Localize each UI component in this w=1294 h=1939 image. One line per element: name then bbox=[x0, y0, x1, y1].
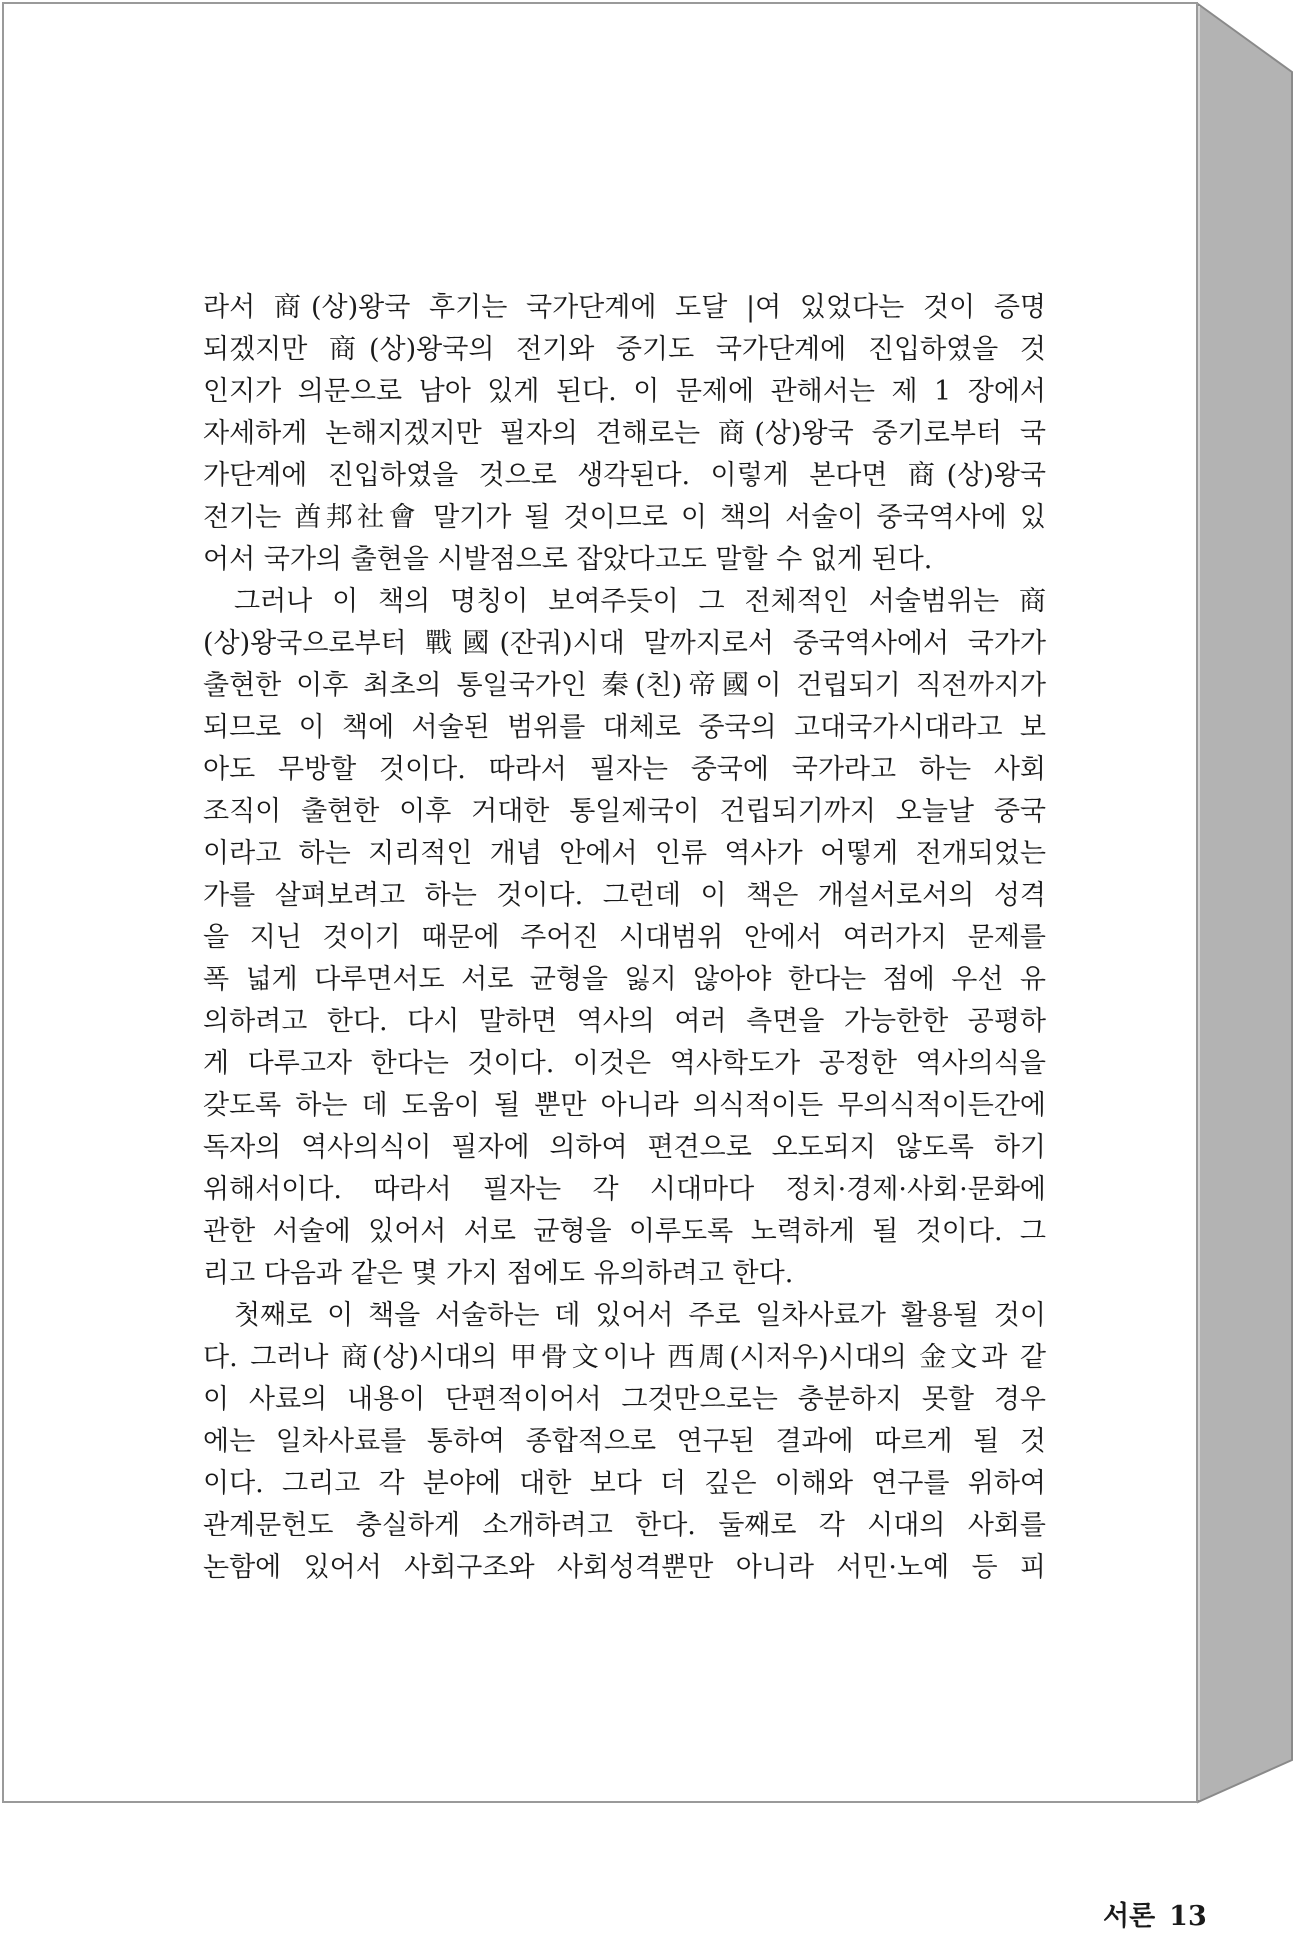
text-line: 아도 무방할 것이다. 따라서 필자는 중국에 국가라고 하는 사회 bbox=[203, 754, 1046, 785]
text-line: 관계문헌도 충실하게 소개하려고 한다. 둘째로 각 시대의 사회를 bbox=[203, 1510, 1046, 1541]
text-line: 어서 국가의 출현을 시발점으로 잡았다고도 말할 수 없게 된다. bbox=[203, 544, 933, 575]
text-line: 이 사료의 내용이 단편적이어서 그것만으로는 충분하지 못할 경우 bbox=[203, 1384, 1046, 1415]
text-line: 위해서이다. 따라서 필자는 각 시대마다 정치·경제·사회·문화에 bbox=[203, 1174, 1046, 1205]
text-line: 리고 다음과 같은 몇 가지 점에도 유의하려고 한다. bbox=[203, 1258, 794, 1289]
text-line: 전기는 酋邦社會 말기가 될 것이므로 이 책의 서술이 중국역사에 있 bbox=[203, 502, 1046, 533]
text-line: 에는 일차사료를 통하여 종합적으로 연구된 결과에 따르게 될 것 bbox=[203, 1426, 1046, 1457]
text-line: 의하려고 한다. 다시 말하면 역사의 여러 측면을 가능한한 공평하 bbox=[203, 1006, 1046, 1037]
text-line: 가를 살펴보려고 하는 것이다. 그런데 이 책은 개설서로서의 성격 bbox=[203, 880, 1046, 911]
text-line: 인지가 의문으로 남아 있게 된다. 이 문제에 관해서는 제 1 장에서 bbox=[203, 376, 1046, 407]
text-line: 이라고 하는 지리적인 개념 안에서 인류 역사가 어떻게 전개되었는 bbox=[203, 838, 1046, 869]
text-line: 을 지닌 것이기 때문에 주어진 시대범위 안에서 여러가지 문제를 bbox=[203, 922, 1046, 953]
text-line: 그러나 이 책의 명칭이 보여주듯이 그 전체적인 서술범위는 商 bbox=[234, 586, 1046, 617]
page-number: 13 bbox=[1169, 1901, 1207, 1932]
text-line: 논함에 있어서 사회구조와 사회성격뿐만 아니라 서민·노예 등 피 bbox=[203, 1552, 1046, 1583]
text-line: 자세하게 논해지겠지만 필자의 견해로는 商(상)왕국 중기로부터 국 bbox=[203, 418, 1046, 449]
text-line: 라서 商(상)왕국 후기는 국가단계에 도달 |여 있었다는 것이 증명 bbox=[203, 292, 1046, 323]
text-line: 되므로 이 책에 서술된 범위를 대체로 중국의 고대국가시대라고 보 bbox=[203, 712, 1046, 743]
text-line: (상)왕국으로부터 戰國(잔궈)시대 말까지로서 중국역사에서 국가가 bbox=[203, 628, 1046, 659]
body-text bbox=[203, 288, 1207, 1932]
text-line: 이다. 그리고 각 분야에 대한 보다 더 깊은 이해와 연구를 위하여 bbox=[203, 1468, 1046, 1499]
text-line: 다. 그러나 商(상)시대의 甲骨文이나 西周(시저우)시대의 金文과 같 bbox=[203, 1342, 1046, 1373]
text-line: 폭 넓게 다루면서도 서로 균형을 잃지 않아야 한다는 점에 우선 유 bbox=[203, 964, 1046, 995]
text-line: 관한 서술에 있어서 서로 균형을 이루도록 노력하게 될 것이다. 그 bbox=[203, 1216, 1046, 1247]
footer-section-title: 서론 bbox=[1103, 1901, 1156, 1932]
text-line: 독자의 역사의식이 필자에 의하여 편견으로 오도되지 않도록 하기 bbox=[203, 1132, 1046, 1163]
text-line: 첫째로 이 책을 서술하는 데 있어서 주로 일차사료가 활용될 것이 bbox=[234, 1300, 1046, 1331]
book-side-face bbox=[1198, 4, 1292, 1802]
text-line: 가단계에 진입하였을 것으로 생각된다. 이렇게 본다면 商(상)왕국 bbox=[203, 460, 1046, 491]
text-line: 갖도록 하는 데 도움이 될 뿐만 아니라 의식적이든 무의식적이든간에 bbox=[203, 1090, 1046, 1121]
text-line: 조직이 출현한 이후 거대한 통일제국이 건립되기까지 오늘날 중국 bbox=[203, 796, 1046, 827]
book-page bbox=[2, 2, 1207, 1932]
text-line: 출현한 이후 최초의 통일국가인 秦(친)帝國이 건립되기 직전까지가 bbox=[203, 670, 1046, 701]
text-line: 게 다루고자 한다는 것이다. 이것은 역사학도가 공정한 역사의식을 bbox=[203, 1048, 1046, 1079]
running-footer bbox=[1103, 1895, 1253, 1939]
text-line: 되겠지만 商(상)왕국의 전기와 중기도 국가단계에 진입하였을 것 bbox=[203, 334, 1046, 365]
